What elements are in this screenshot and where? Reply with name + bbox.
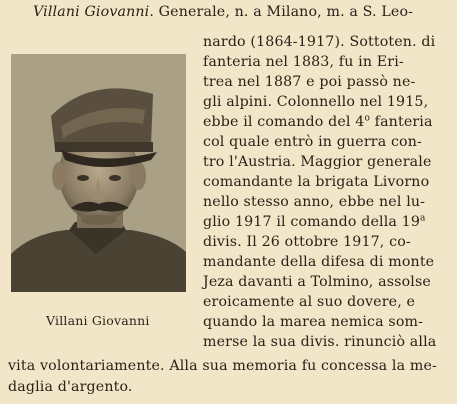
text-line: Villani Giovanni. Generale, n. a Milano, m. a S. Leo-: [33, 4, 414, 20]
text-line: divis. Il 26 ottobre 1917, co-: [203, 234, 411, 250]
photo-caption: Villani Giovanni: [46, 313, 150, 328]
text-line: daglia d'argento.: [8, 379, 133, 395]
portrait-photo: [11, 54, 186, 292]
text-line: trea nel 1887 e poi passò ne-: [203, 74, 416, 90]
text-line: nello stesso anno, ebbe nel lu-: [203, 194, 426, 210]
text-line: col quale entrò in guerra con-: [203, 134, 422, 150]
text-line: glio 1917 il comando della 19$^a$: [203, 213, 426, 230]
entry-name: Villani Giovanni: [33, 4, 150, 20]
text-line: Jeza davanti a Tolmino, assolse: [203, 274, 431, 290]
text-line: quando la marea nemica som-: [203, 314, 424, 330]
text-line: fanteria nel 1883, fu in Eri-: [203, 54, 404, 70]
text-line: comandante la brigata Livorno: [203, 174, 430, 190]
text-line: gli alpini. Colonnello nel 1915,: [203, 94, 429, 110]
text-line: eroicamente al suo dovere, e: [203, 294, 416, 310]
text-line: nardo (1864-1917). Sottoten. di: [203, 34, 436, 50]
text-line: ebbe il comando del 4$^o$ fanteria: [203, 113, 433, 130]
text-line: tro l'Austria. Maggior generale: [203, 154, 432, 170]
text-line: vita volontariamente. Alla sua memoria fu concessa la me-: [8, 358, 437, 374]
text-line: mandante della difesa di monte: [203, 254, 435, 270]
text-line: merse la sua divis. rinunciò alla: [203, 334, 437, 350]
